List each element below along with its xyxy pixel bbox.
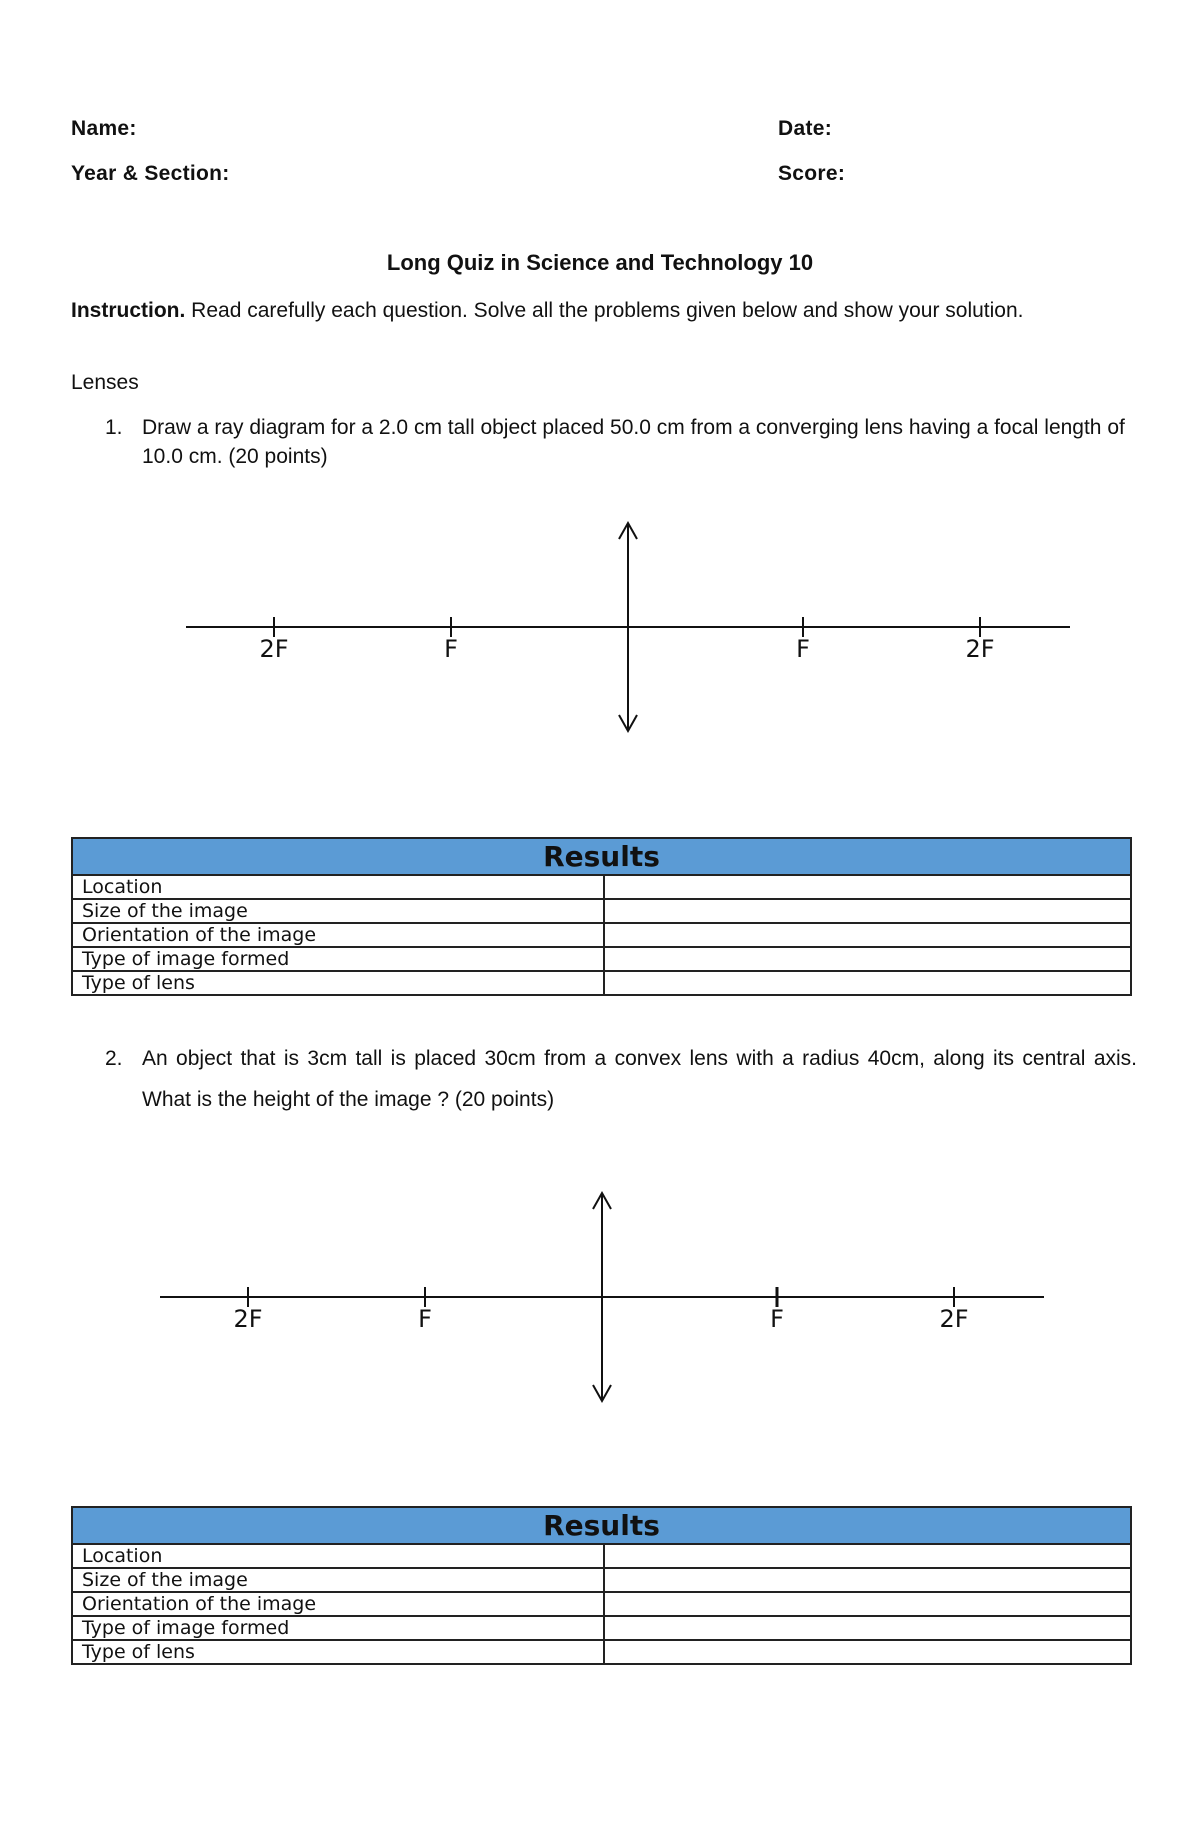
label-f-left: F <box>444 635 458 663</box>
instruction-lead: Instruction. <box>71 299 186 322</box>
row-label: Size of the image <box>72 1568 604 1592</box>
question-text: Draw a ray diagram for a 2.0 cm tall object placed 50.0 cm from a converging lens having a focal length of 10.0 cm. (20 points) <box>142 416 1125 468</box>
row-label: Orientation of the image <box>72 1592 604 1616</box>
row-label: Location <box>72 875 604 899</box>
instruction <box>71 296 1071 325</box>
label-2f-left: 2F <box>233 1305 263 1333</box>
answer-cell[interactable] <box>604 971 1131 995</box>
answer-cell[interactable] <box>604 923 1131 947</box>
score-label: Score: <box>778 162 846 185</box>
lens-diagram-1 <box>0 515 1200 735</box>
label-f-right: F <box>796 635 810 663</box>
label-f-right: F <box>770 1305 784 1333</box>
row-label: Type of image formed <box>72 1616 604 1640</box>
date-label: Date: <box>778 117 833 140</box>
label-2f-right: 2F <box>939 1305 969 1333</box>
label-2f-left: 2F <box>259 635 289 663</box>
name-label: Name: <box>71 117 137 140</box>
results-table-1 <box>71 837 1132 996</box>
lens-diagram-2 <box>0 1185 1200 1405</box>
question-text: An object that is 3cm tall is placed 30cm from a convex lens with a radius 40cm, along its central axis. What is the height of the image ? (20 points) <box>142 1047 1137 1111</box>
question-number: 2. <box>105 1047 123 1070</box>
answer-cell[interactable] <box>604 1616 1131 1640</box>
answer-cell[interactable] <box>604 1640 1131 1664</box>
results-header: Results <box>72 838 1131 875</box>
row-label: Type of lens <box>72 1640 604 1664</box>
label-2f-right: 2F <box>965 635 995 663</box>
table-row <box>72 1544 1131 1568</box>
answer-cell[interactable] <box>604 1568 1131 1592</box>
table-row <box>72 1640 1131 1664</box>
question-number: 1. <box>105 416 123 439</box>
answer-cell[interactable] <box>604 1544 1131 1568</box>
answer-cell[interactable] <box>604 899 1131 923</box>
table-row <box>72 947 1131 971</box>
table-row <box>72 875 1131 899</box>
answer-cell[interactable] <box>604 875 1131 899</box>
year-section-label: Year & Section: <box>71 162 230 185</box>
label-f-left: F <box>418 1305 432 1333</box>
table-row <box>72 1592 1131 1616</box>
instruction-text: Read carefully each question. Solve all the problems given below and show your solution. <box>185 299 1024 322</box>
row-label: Type of image formed <box>72 947 604 971</box>
results-header: Results <box>72 1507 1131 1544</box>
answer-cell[interactable] <box>604 1592 1131 1616</box>
results-table-2 <box>71 1506 1132 1665</box>
answer-cell[interactable] <box>604 947 1131 971</box>
row-label: Location <box>72 1544 604 1568</box>
table-row <box>72 1568 1131 1592</box>
row-label: Size of the image <box>72 899 604 923</box>
row-label: Orientation of the image <box>72 923 604 947</box>
page-title: Long Quiz in Science and Technology 10 <box>386 250 814 275</box>
row-label: Type of lens <box>72 971 604 995</box>
table-row <box>72 971 1131 995</box>
table-row <box>72 923 1131 947</box>
section-title: Lenses <box>71 371 139 394</box>
table-row <box>72 1616 1131 1640</box>
table-row <box>72 899 1131 923</box>
